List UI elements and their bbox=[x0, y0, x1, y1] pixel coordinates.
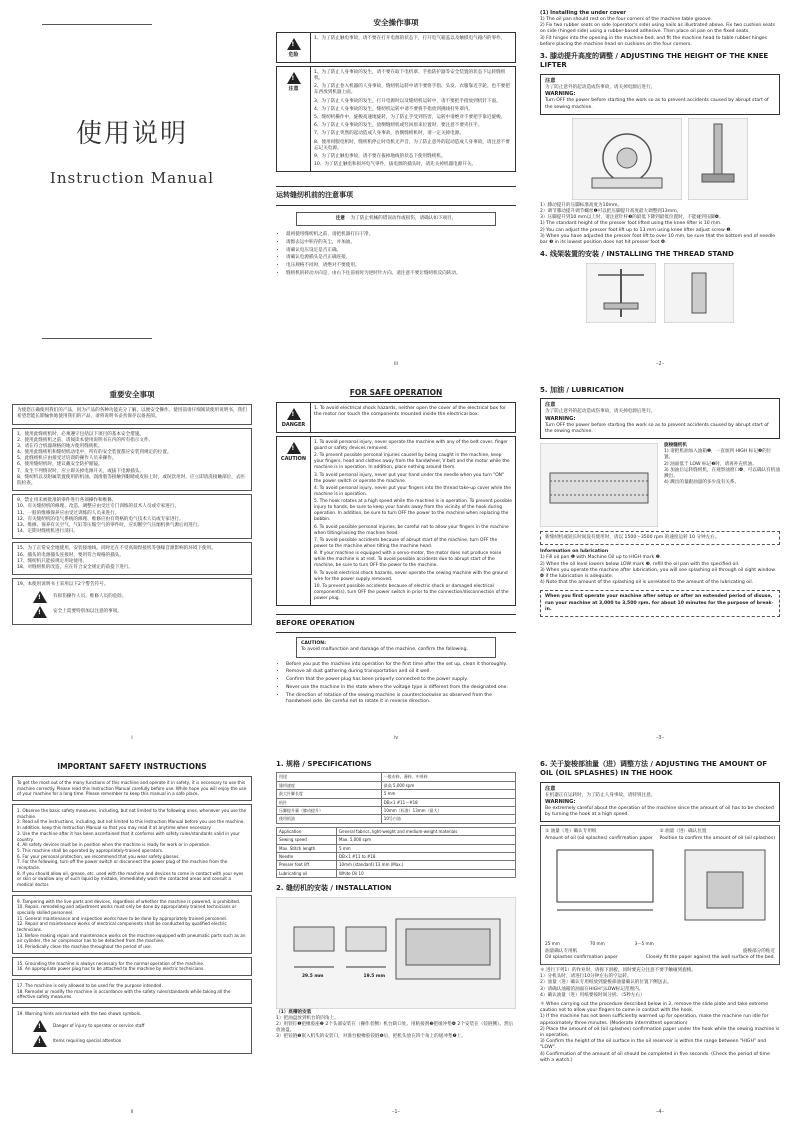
warning-triangle-icon bbox=[287, 442, 301, 454]
danger-block bbox=[276, 402, 516, 433]
divider bbox=[276, 205, 516, 206]
danger-label: DANGER bbox=[281, 422, 306, 429]
list-item: 1. Observe the basic safety measures, including, but not limited to the following ones, whenever you use the machine. bbox=[17, 808, 247, 819]
page-number: –4– bbox=[655, 1109, 665, 1116]
list-item: 7. To avoid possible accidents because of abrupt start of the machine, turn OFF the power to the machine when tilting the machine head. bbox=[314, 537, 498, 549]
section-title: 3. 膝动提升高度的调整 / ADJUSTING THE HEIGHT OF THE KNEE LIFTER bbox=[540, 51, 769, 70]
table-cell: 一般布料、薄料、中厚料 bbox=[381, 773, 515, 781]
section-title: 4. 线架装置的安装 / INSTALLING THE THREAD STAND bbox=[540, 250, 734, 259]
list-item: 4) Note that the amount of the splashing oil is unrelated to the amount of the lubricating oil. bbox=[540, 580, 754, 586]
list-item: 1、使用此缝纫机时，必须遵守包括以下项目的基本安全措施。 bbox=[17, 431, 144, 437]
table-cell: Application bbox=[277, 827, 337, 835]
table-cell: 最高 5,000 spm bbox=[381, 781, 515, 789]
list-item: 1) Fill oil pan ❶ with Machine Oil up to HIGH mark ❷. bbox=[540, 555, 662, 561]
warning-label: WARNING: bbox=[545, 415, 576, 422]
warning-box bbox=[540, 398, 780, 439]
list-item: 9. Tampering with the live parts and devices, regardless of whether the machine is powered, is prohibited. bbox=[17, 898, 241, 904]
list-item: • Remove all dust gathering during transportation and oil it well. bbox=[286, 669, 516, 675]
items-box bbox=[12, 957, 252, 976]
list-item: 4. All safety devices must be in position when the machine is ready for work or in operation. bbox=[17, 842, 211, 848]
knee-lifter-diagram bbox=[572, 118, 682, 200]
list-item: 2) Place the amount of oil (oil splashes) confirmation paper under the hook while the sewing machine is in operation. bbox=[540, 1026, 780, 1038]
list-item: ＊ When carrying out the procedure described below in 2, remove the slide plate and take extreme caution not to allow your fingers to come in contact with the hook. bbox=[540, 1002, 769, 1014]
section-title: 2. 缝纫机的安装 / INSTALLATION bbox=[276, 884, 392, 893]
list-item: 12、有关缝纫机的电气系统的修理、维修应由有资格的电气技术人员或专家进行。 bbox=[17, 516, 184, 522]
warning-triangle-icon bbox=[287, 72, 301, 84]
list-item: 1）把油盘放到机台的四角上。 bbox=[276, 1015, 339, 1021]
list-item: 16、插头的电源插头连接时，要用符合规格的插头。 bbox=[17, 552, 124, 558]
list-item: • 请擦去运中积存的灰尘，并加油。 bbox=[286, 240, 516, 246]
list-item: 2) 油面低于 LOW 标记❸时，请再补充机油。 bbox=[664, 461, 757, 467]
intro-box: 为使您正确使用我们的产品，因为产品的各种功能充分了解，以便安全操作。使用前请仔细阅读使用说明书，我们希望您能长期愉快地使用我们的产品，请将说明书妥善保存以备查阅。 bbox=[12, 404, 252, 424]
table-cell: General fabrics, light-weight and medium-weight materials bbox=[337, 827, 516, 835]
danger-text: 1、为了防止触电事故，请不要在打开电源的状态下，打开电气箱盖以及触摸电气箱内的零件。 bbox=[314, 36, 506, 42]
page-number: iv bbox=[393, 735, 399, 742]
presser-foot-diagram bbox=[688, 118, 748, 200]
list-item: 3) 加油后运转缝纫机，在观察油窗口❹，可以确认有机油溅出。 bbox=[664, 467, 780, 479]
symbol-text: Danger of injury to operator or service staff bbox=[53, 1022, 145, 1028]
page-for-safe-operation bbox=[264, 374, 528, 748]
divider bbox=[276, 186, 516, 187]
page-oil-adjust bbox=[528, 748, 792, 1122]
items-box bbox=[12, 428, 252, 492]
list-item: 9、为了防止触电事故，请不要在拔掉地线的状态下使用缝纫机。 bbox=[314, 153, 446, 159]
symbols-box bbox=[12, 1007, 252, 1054]
list-item: • 请确认电源插头是否正确连接。 bbox=[286, 255, 516, 261]
table-cell: 5 mm bbox=[337, 844, 516, 852]
note-box: When you first operate your machine after setup or after an extended period of disuse, run your machine at 3,000 to 3,500 rpm. for about 10 minutes for the purpose of break-in. bbox=[540, 590, 780, 617]
list-item: 3、为了防止人身事故的发生，打开电源时以及缝纫机运转中，请不要把手指放到机针下面。 bbox=[314, 98, 501, 104]
list-item: 17. The machine is only allowed to be used for the purpose intended. bbox=[17, 982, 163, 988]
installation-diagram bbox=[276, 897, 516, 1009]
warning-label: 注意 bbox=[545, 785, 556, 792]
table-cell: 10号白油 bbox=[381, 815, 515, 823]
items-box bbox=[12, 494, 252, 539]
caution-block bbox=[276, 66, 516, 172]
symbol-text: 安全上需要特别加以注意的事项。 bbox=[53, 609, 122, 615]
warning-box bbox=[540, 74, 780, 115]
table-cell: 压脚提升量（膝动提升） bbox=[277, 807, 382, 815]
table-cell: 缝纫速度 bbox=[277, 781, 382, 789]
page-specifications bbox=[264, 748, 528, 1122]
list-item: 12. Repair and maintenance works of electrical components shall be conducted by qualified electric technicians. bbox=[17, 921, 227, 932]
caution-banner bbox=[296, 212, 496, 226]
list-item: 14、定期对缝纫机进行清扫。 bbox=[17, 529, 78, 535]
list-item: 2) Fix two rubber seats on side (operator's side) using nails as illustrated above. Fix two cushion seats on side (hinged side) using a rubber-based adhesive. Then place oil pan on the fixed seats. bbox=[540, 23, 775, 35]
diagram-label: Amount of oil (oil splashes) confirmation paper bbox=[545, 835, 653, 841]
list-item: 5. This machine shall be operated by appropriately-trained operators. bbox=[17, 847, 164, 853]
section-title: 1. 规格 / SPECIFICATIONS bbox=[276, 760, 372, 768]
list-item: 13、维修、保养有关空气、气缸等压缩空气的零件时，应切断空气压缩机供气源后再进行。 bbox=[17, 522, 203, 528]
list-item: 13. Before making repair and maintenance works on the machine equipped with pneumatic parts such as an air cylinder, the air compressor has to be detached from the machine. bbox=[17, 932, 246, 944]
section-title: 运转缝纫机前的注意事项 bbox=[276, 191, 353, 200]
caution-text: To avoid malfunction and damage of the machine, confirm the following. bbox=[301, 647, 468, 653]
list-item: 2. Read all the instructions, including, but not limited to this Instruction Manual before you use the machine. In addition, keep this Instruction Manual so that you may read it at anytime when necessary. bbox=[17, 819, 245, 831]
list-item: 7. For the following, turn off the power switch or disconnect the power plug of the machine from the receptacle. bbox=[17, 859, 228, 870]
warning-label: WARNING: bbox=[545, 799, 576, 806]
table-cell: 10mm（标准）13mm（最大） bbox=[381, 807, 515, 815]
page-number: –2– bbox=[655, 361, 665, 368]
list-item: 3) When you have adjusted the presser foot lift to over 10 mm, be sure that the bottom end of needle bar ❸ in its lowest position does not hit presser foot ❹. bbox=[540, 233, 776, 245]
caution-triangle-icon bbox=[33, 1035, 47, 1047]
dimension-label: 25 mm bbox=[545, 941, 560, 947]
caution-list bbox=[311, 437, 515, 605]
list-item: 9. To avoid electrical shock hazards, never operate the sewing machine with the ground wire for the power supply removed. bbox=[314, 570, 508, 582]
warning-triangle-icon bbox=[287, 408, 301, 420]
spec-table-zh bbox=[276, 772, 516, 823]
table-cell: White Oil 10 bbox=[337, 869, 516, 877]
page-lubrication bbox=[528, 374, 792, 748]
list-item: 18. Remodel or modify the machine in accordance with the safety rules/standards while taking all the effective safety measures. bbox=[17, 988, 231, 1000]
table-cell: 10mm (standard) 13 mm (Max.) bbox=[337, 861, 516, 869]
list-item: 1、为了防止人身事故的发生，请不要在取下电机罩、手指防护器等安全装置的状态下运转缝纫机。 bbox=[314, 69, 506, 82]
list-item: 6、为了防止人身事故的发生，放倒缝纫机或竖回原来位置时，要注意不要夹住手。 bbox=[314, 123, 483, 129]
table-cell: 机针 bbox=[277, 798, 382, 806]
table-cell: Needle bbox=[277, 852, 337, 860]
note-box: 新缝纫机或较长时间没有使用时，请以 1500～3500 rpm 的速度运转 10 分钟左右。 bbox=[540, 531, 780, 545]
diagram-box bbox=[540, 825, 780, 965]
table-cell: Sewing speed bbox=[277, 836, 337, 844]
list-item: • Before you put the machine into operation for the first time after the set up, clean it thoroughly. bbox=[286, 662, 516, 668]
list-item: 3）把铰链❺嵌入机头的安装口，对准台板橡胶铰链❻后，把机头放在四个角上的缓冲垫❼上。 bbox=[276, 1034, 466, 1040]
table-cell: 用途 bbox=[277, 773, 382, 781]
table-cell: 最大针脚长度 bbox=[277, 790, 382, 798]
caution-banner bbox=[296, 637, 496, 657]
list-item: 5、缝纫机操作中，旋梭高速地旋转，为了防止手受到伤害，运转中请绝对不要把手靠近旋梭。 bbox=[314, 115, 506, 120]
list-item: 2）油量（进）确认专用纸放到旋梭部油量确认的位置下侧送去。 bbox=[540, 980, 672, 986]
table-cell: DB×1 #11 to #18 bbox=[337, 852, 516, 860]
dimension-label: 70 mm bbox=[589, 941, 605, 947]
list-item: 1) The standard height of the presser foot lifted using the knee lifter is 10 mm. bbox=[540, 221, 722, 227]
list-item: 3) Confirm the height of the oil surface in the oil reservoir is within the range between "HIGH" and "LOW". bbox=[540, 1039, 767, 1051]
list-item: 18、对缝纫机的改造，应在符合安全规定的前提下进行。 bbox=[17, 564, 134, 570]
list-item: 1. To avoid personal injury, never operate the machine with any of the belt cover, finger guard or safety devices removed. bbox=[314, 439, 508, 451]
zh-box bbox=[664, 443, 780, 527]
list-item: 14. Periodically clean the machine throughout the period of use. bbox=[17, 943, 152, 949]
caution-short-text: 为了防止机械的错误动作或损伤，请确认如下项目。 bbox=[350, 215, 457, 221]
thread-stand-diagram bbox=[586, 263, 656, 323]
list-item: 5. The hook rotates at a high speed while the machine is in operation. To prevent possible injury to hands, be sure to keep your hands away from the vicinity of the hook during operation. In addition, be sure to turn OFF the power to the machine when replacing the bobbin. bbox=[314, 499, 513, 523]
notes-title: （1）底槽的安装 bbox=[276, 1009, 312, 1015]
divider bbox=[276, 632, 516, 633]
danger-label: 危险 bbox=[288, 52, 299, 59]
list-item: 3）压脚提升到10 mm以上时，请注意针杆❸的最低下降到最低位置时，不能碰到压脚❹。 bbox=[540, 215, 724, 221]
cover-title: 使用说明 bbox=[75, 119, 188, 149]
page-number: i bbox=[131, 735, 133, 742]
list-item: 7、发生下列情况时，应立即关掉电源开关，或拔下电源插头。 bbox=[17, 468, 144, 474]
list-item: • The direction of rotation of the sewing machine is counterclockwise as observed from the handwheel side. Be careful not to rotate it in reverse direction. bbox=[286, 693, 516, 705]
list-item: • 请确认电压设定是否正确。 bbox=[286, 248, 516, 254]
list-item: • Never use the machine in the state where the voltage type is different from the designated one. bbox=[286, 685, 516, 691]
page-installation bbox=[528, 0, 792, 374]
table-cell: 5 mm bbox=[381, 790, 515, 798]
oil-pan-diagram bbox=[540, 443, 658, 527]
divider bbox=[276, 614, 516, 615]
warning-label: 注意 bbox=[545, 77, 556, 84]
spec-table-en bbox=[276, 827, 516, 878]
list-item: 3. To avoid personal injury, never put your hand under the needle when you turn "ON" the power switch or operate the machine. bbox=[314, 472, 504, 484]
caution-block bbox=[276, 436, 516, 606]
list-item: 1）分机头时，请进行10分钟左右的空运转。 bbox=[540, 974, 632, 980]
list-item: 17、缝纫机只能按规定用途使用。 bbox=[17, 558, 88, 564]
page-number: ii bbox=[130, 1109, 134, 1116]
table-cell: Max. Stitch length bbox=[277, 844, 337, 852]
list-item: 2）调节膝动提升调节螺丝❶可以把压脚提升高度最大调整到13mm。 bbox=[540, 208, 682, 214]
caution-label: CAUTION: bbox=[301, 641, 326, 647]
list-item: 3、请在符合机器规格的地方使用缝纫机。 bbox=[17, 443, 103, 449]
table-cell: Lubricating oil bbox=[277, 869, 337, 877]
list-item: 6、使用缝纫机时，建议戴安全防护眼镜。 bbox=[17, 462, 103, 468]
list-item: 15. Grounding the machine is always necessary for the normal operation of the machine. bbox=[17, 960, 205, 966]
caption: Closely fit the paper against the wall surface of the bed. bbox=[645, 954, 775, 960]
list-item: • 电压规格不同时，请绝对不要使用。 bbox=[286, 263, 516, 269]
page-important-safety bbox=[0, 748, 264, 1122]
symbol-text: Items requiring special attention bbox=[53, 1037, 122, 1043]
cover-rule bbox=[42, 24, 152, 25]
page-heading: 重要安全事项 bbox=[109, 390, 155, 399]
warning-triangle-icon bbox=[33, 591, 47, 603]
caption: 油量确认专用纸 bbox=[545, 948, 578, 954]
items-box bbox=[12, 895, 252, 954]
list-item: 1) If the machine has not been sufficiently warmed up for operation, make the machine run idle for approximately three minutes. (Moderate intermittent operation) bbox=[540, 1014, 769, 1026]
dimension-label: 3～5 mm bbox=[634, 941, 654, 947]
items-box bbox=[12, 979, 252, 1004]
caution-short-label: 注意 bbox=[335, 215, 345, 221]
list-item: 4、为了防止人身事故的发生，缝纫机运转中请不要将手指放到挑线杆外罩内。 bbox=[314, 106, 474, 112]
warning-triangle-icon bbox=[33, 1020, 47, 1032]
list-item: 10、有关缝纫机的修理、改造、调整应由受过专门训练的技术人员或专家进行。 bbox=[17, 504, 180, 510]
page-heading: 安全操作事项 bbox=[373, 18, 419, 27]
page-heading: IMPORTANT SAFETY INSTRUCTIONS bbox=[57, 762, 207, 771]
page-cn-important bbox=[0, 374, 264, 748]
symbol-text: 有损伤操作人员、维修人员的危险。 bbox=[53, 594, 127, 600]
list-item: 10. To prevent possible accidents because of electric shock or damaged electrical component(s), turn OFF the power switch in prior to the connection/disconnection of the power plug. bbox=[314, 584, 509, 601]
list-item: • 最初使用缝纫机之前，请把机器打扫干净。 bbox=[286, 232, 516, 238]
oil-paper-diagram bbox=[545, 842, 777, 938]
warning-text: Turn OFF the power before starting the work so as to prevent accidents caused by abrupt start of the sewing machine. bbox=[545, 98, 769, 110]
list-item: • 缝纫机的转动方向是，由右下往前看时为逆时针方向。请注意不要让缝纫机反向转动。 bbox=[286, 271, 516, 277]
list-item: 3）请确认油箱的油面在HIGH与LOW标记范围内。 bbox=[540, 986, 644, 992]
list-item: 11、一般的维修保养应由受过训练的人员来进行。 bbox=[17, 510, 120, 516]
list-item: 1) 请把机油加入油箱❶，一直加到 HIGH 标记❷的位置。 bbox=[664, 449, 772, 461]
list-item: 16. An appropriate power plug has to be attached to the machine by electric technicians. bbox=[17, 966, 205, 972]
list-item: 9、禁止用未被批准的零件进行各项操作和维修。 bbox=[17, 498, 117, 504]
list-item: 4. To avoid personal injury, never put your fingers into the thread take-up cover while the machine is in operation. bbox=[314, 485, 511, 497]
danger-block bbox=[276, 32, 516, 63]
list-item: 2) When the oil level lowers below LOW mark ❸, refill the oil pan with the specified oil. bbox=[540, 561, 740, 567]
symbols-box bbox=[12, 578, 252, 625]
list-item: 2. To prevent possible personal injuries caused by being caught in the machine, keep your fingers, head and clothes away from the handwheel, V belt and the motor while the machine is in operation. In addition, place nothing around them. bbox=[314, 453, 510, 471]
table-cell: DB×1 #11～#18 bbox=[381, 798, 515, 806]
section-title: (1) Installing the under cover bbox=[540, 10, 626, 16]
cover-page bbox=[0, 0, 264, 374]
list-item: 2) You can adjust the presser foot lift up to 13 mm using knee lifter adjust screw ❶. bbox=[540, 227, 732, 233]
list-item: 2、为了防止卷入机器的人身事故，缝纫机运转中请不要将手指、头发、衣服靠近手轮、也不要把东西放到机器上面。 bbox=[314, 84, 510, 96]
page-cn-safety bbox=[264, 0, 528, 374]
list-item: 8、缝纫机以及附属装置使用的机油、润滑脂等接触到眼睛或皮肤上时，或误饮用时，应立即清洗接触部位，去医院检查。 bbox=[17, 474, 246, 486]
warning-text: 在机器正在运转时，为了防止人身事故，请特别注意。 bbox=[545, 792, 656, 798]
caption: 旋梭部分的贴近 bbox=[742, 948, 775, 954]
list-item: 11. General maintenance and inspection works have to be done by appropriately trained personnel. bbox=[17, 915, 228, 921]
table-cell: Max. 5,000 spm bbox=[337, 836, 516, 844]
list-item: 3) Fit hinges into the opening in the machine bed, and fit the machine head to table rubber hinges before placing the machine head on cushions on the four corners. bbox=[540, 35, 768, 47]
list-item: 10. Repair, remodeling and adjustment works must only be done by appropriately trained technicians or specially skilled personnel. bbox=[17, 904, 237, 915]
checklist bbox=[276, 662, 516, 706]
section-title: 6. 关于旋梭部油量（进）调整方法 / ADJUSTING THE AMOUNT OF OIL (OIL SPLASHES) IN THE HOOK bbox=[540, 760, 768, 778]
list-item: 6. For your personal protection, we recommend that you wear safety glasses. bbox=[17, 853, 180, 859]
diagram-label: Position to confirm the amount of oil (oil splashes) bbox=[659, 835, 775, 841]
thread-stand-detail-diagram bbox=[664, 263, 734, 323]
warning-text: 为了防止意外的起动造成伤事故，请关掉电源后进行。 bbox=[545, 409, 656, 415]
items-box bbox=[12, 542, 252, 575]
list-item: 7、为了防止突然的起动造成人身事故，放倒缝纫机时，请一定关掉电源。 bbox=[314, 131, 464, 137]
page-number: –3– bbox=[655, 735, 665, 742]
warning-label: 注意 bbox=[545, 402, 556, 409]
caution-label: 注意 bbox=[288, 85, 299, 92]
page-heading: FOR SAFE OPERATION bbox=[349, 388, 443, 397]
list-item: 19、本使用说明书上采用以下2个警告符号。 bbox=[17, 582, 109, 588]
warning-text: Turn OFF the power before starting the work so as to prevent accidents caused by abrupt start of the sewing machine. bbox=[545, 422, 769, 434]
dimension-label: 29.5 mm bbox=[302, 973, 324, 979]
caption: Oil splashes confirmation paper bbox=[545, 954, 618, 960]
list-item: 15、为了正常安全地使用，安装接地线。同时还在不受高频焊接机等强噪音源影响的环境下使用。 bbox=[17, 546, 216, 552]
list-item: 2、使用此缝纫机之前，请阅读本使用说明书在内的所有指示文件。 bbox=[17, 437, 154, 443]
warning-text: Be extremely careful about the operation of the machine since the amount of oil has to be checked by turning the hook at a high speed. bbox=[545, 806, 774, 818]
section-title: Information on lubrication bbox=[540, 549, 609, 555]
warning-text: 为了防止意外的起动造成伤事故，请关掉电源后进行。 bbox=[545, 85, 656, 91]
box-title: 旋梭缝纫机 bbox=[664, 443, 687, 449]
cover-subtitle: Instruction Manual bbox=[49, 169, 215, 188]
list-item: • Confirm that the power plug has been properly connected to the power supply. bbox=[286, 677, 516, 683]
list-item: 8、使用伺服电机时，缝纫机停止时电机无声音，为了防止意外的起动造成人身事故，请注意不要忘记关电源。 bbox=[314, 139, 510, 151]
warning-box bbox=[540, 782, 780, 823]
warning-label: WARNING: bbox=[545, 91, 576, 98]
page-number: –1– bbox=[391, 1109, 401, 1116]
warning-triangle-icon bbox=[287, 38, 301, 50]
checklist bbox=[276, 232, 516, 277]
cover-rule bbox=[42, 338, 152, 339]
caution-list bbox=[311, 67, 515, 171]
page-number: iii bbox=[393, 361, 399, 368]
section-title: 5. 加油 / LUBRICATION bbox=[540, 386, 624, 394]
dimension-label: 19.5 mm bbox=[363, 973, 386, 979]
list-item: 19. Warning hints are marked with the two shown symbols. bbox=[17, 1010, 142, 1016]
table-cell: Presser foot lift bbox=[277, 861, 337, 869]
list-item: 4、使用此缝纫机和缝纫机动电中，所有的安全装置都应安装到规定的位置。 bbox=[17, 450, 172, 456]
list-item: 4) Confirmation of the amount of oil should be completed in five seconds. (Check the period of time with a watch.) bbox=[540, 1051, 770, 1063]
diagram-label: ② 油量（进）确认位置 bbox=[659, 829, 707, 835]
section-title: BEFORE OPERATION bbox=[276, 618, 355, 627]
list-item: 3) When you operate the machine after lubrication, you will see splashing oil through oil sight window ❹ if the lubrication is adequate. bbox=[540, 567, 775, 579]
list-item: 3. Use the machine after it has been ascertained that it conforms with safety rules/standards valid in your country. bbox=[17, 830, 240, 842]
caution-label: CAUTION bbox=[280, 455, 307, 462]
list-item: 4) 溅出的量跟油量的多少没有关系。 bbox=[664, 480, 740, 486]
danger-text: 1. To avoid electrical shock hazards, neither open the cover of the electrical box for the motor nor touch the components mounted inside the electrical box. bbox=[314, 406, 506, 418]
list-item: 1) The oil pan should rest on the four corners of the machine table groove. bbox=[540, 17, 713, 23]
list-item: ＊ 进行下列1）的作业时，请拆下滑板，同时要充分注意不要手触碰到旋梭。 bbox=[540, 968, 696, 974]
list-item: 10、为了防止触电和损坏电气零件，拔电源的插头时，请先关掉机器电源开关。 bbox=[314, 162, 477, 168]
list-item: 6. To avoid possible personal injuries, be careful not to allow your fingers in the machine when tilting/raising the machine head. bbox=[314, 524, 509, 536]
list-item: 4）确认油量（进）用纸要按时间分析。（5秒左右） bbox=[540, 992, 645, 998]
list-item: 2）用铁钉❶把橡胶座❷ 2个头部安装在（操作者侧）机台缺口处。用粘接剂❸把缓冲垫❹ 2个安装在（铰链侧）。然后放油盘。 bbox=[276, 1022, 514, 1034]
diagram-label: ① 油量（进）确认专用纸 bbox=[545, 829, 597, 835]
items-box bbox=[12, 804, 252, 891]
table-cell: 使用机油 bbox=[277, 815, 382, 823]
intro-box: To get the most out of the many functions of this machine and operate it in safety, it is necessary to use this machine correctly. Please read this Instruction Manual carefully before use. While hope you will enjoy the use of your machine for a long time. Please remember to keep this manual in a safe place. bbox=[12, 776, 252, 801]
list-item: 1）膝动提升的压脚标准高度为10mm。 bbox=[540, 202, 623, 208]
list-item: 8. If you should allow oil, grease, etc. used with the machine and devices to come in contact with your eyes or skin or swallow any of such liquid by mistake, immediately wash the contacted areas and consult a medical doctor. bbox=[17, 870, 244, 887]
list-item: 8. If your machine is equipped with a servo-motor, the motor does not produce noise while the machine is at rest. To avoid possible accidents due to abrupt start of the machine, be sure to turn OFF the power to the machine. bbox=[314, 551, 502, 569]
caution-triangle-icon bbox=[33, 606, 47, 618]
list-item: 5、此缝纫机应由接受过培训的操作人员来操作。 bbox=[17, 456, 117, 462]
